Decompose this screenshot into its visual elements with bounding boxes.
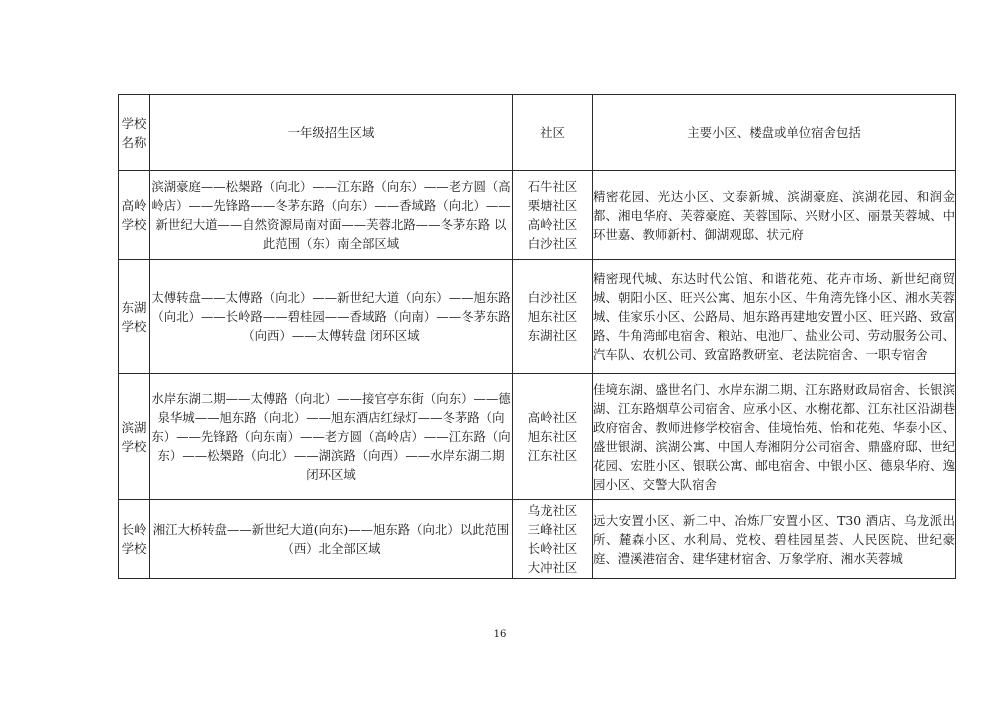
community-item: 旭东社区 [527, 309, 578, 324]
community-item: 白沙社区 [527, 236, 578, 251]
school-name: 高岭学校 [119, 171, 150, 260]
enrollment-area: 水岸东湖二期——太傅路（向北）——接官亭东街（向东）——德泉华城——旭东路（向北）——旭东酒店红绿灯——冬茅路（向东）——先锋路（向东南）——老方圆（高岭店）——江东路（向东）——松椝路（向北）——湖滨路（向西）——水岸东湖二期 闭环区域 [150, 374, 513, 500]
community-item: 高岭社区 [527, 217, 578, 232]
units-list: 远大安置小区、新二中、冶炼厂安置小区、T30 酒店、乌龙派出所、麓森小区、水利局、党校、碧桂园星荟、人民医院、世纪豪庭、澧溪港宿舍、建华建材宿舍、万象学府、湘水芙蓉城 [593, 500, 956, 579]
units-list: 佳境东湖、盛世名门、水岸东湖二期、江东路财政局宿舍、长银滨湖、江东路烟草公司宿舍、应承小区、水榭花都、江东社区沿湖巷政府宿舍、教师进修学校宿舍、佳境怡苑、怡和花苑、华泰小区、盛世银湖、滨湖公寓、中国人寿湘阴分公司宿舍、鼎盛府邸、世纪花园、宏胜小区、银联公寓、邮电宿舍、中银小区、德泉华府、逸园小区、交警大队宿舍 [593, 374, 956, 500]
school-name: 东湖学校 [119, 260, 150, 374]
community-item: 栗塘社区 [527, 198, 578, 213]
page-number: 16 [493, 629, 507, 640]
community-item: 高岭社区 [527, 410, 578, 425]
table-row [119, 374, 956, 500]
table-row [119, 171, 956, 260]
community-item: 大冲社区 [527, 560, 578, 575]
community-item: 旭东社区 [527, 429, 578, 444]
header-units: 主要小区、楼盘或单位宿舍包括 [593, 95, 956, 171]
community-item: 东湖社区 [527, 328, 578, 343]
header-school: 学校名称 [119, 95, 150, 171]
school-name: 长岭学校 [119, 500, 150, 579]
community-item: 石牛社区 [527, 179, 578, 194]
table-row [119, 260, 956, 374]
units-list: 精密现代城、东达时代公馆、和谐花苑、花卉市场、新世纪商贸城、朝阳小区、旺兴公寓、旭东小区、牛角湾先锋小区、湘水芙蓉城、佳家乐小区、公路局、旭东路再建地安置小区、旺兴路、致富路、牛角湾邮电宿舍、粮站、电池厂、盐业公司、劳动服务公司、汽车队、农机公司、致富路教研室、老法院宿舍、一职专宿舍 [593, 260, 956, 374]
community-list [513, 171, 593, 260]
header-area: 一年级招生区域 [150, 95, 513, 171]
community-list [513, 374, 593, 500]
enrollment-table [118, 94, 956, 579]
table-header-row [119, 95, 956, 171]
community-item: 乌龙社区 [527, 503, 578, 518]
community-list [513, 500, 593, 579]
community-item: 长岭社区 [527, 541, 578, 556]
community-list [513, 260, 593, 374]
table-row [119, 500, 956, 579]
community-item: 江东社区 [527, 448, 578, 463]
community-item: 白沙社区 [527, 290, 578, 305]
school-name: 滨湖学校 [119, 374, 150, 500]
header-community: 社区 [513, 95, 593, 171]
enrollment-area: 太傅转盘——太傅路（向北）——新世纪大道（向东）——旭东路（向北）——长岭路——碧桂园——香域路（向南）——冬茅东路（向西）——太傅转盘 闭环区域 [150, 260, 513, 374]
units-list: 精密花园、光达小区、文泰新城、滨湖豪庭、滨湖花园、和润金都、湘电华府、芙蓉豪庭、芙蓉国际、兴财小区、丽景芙蓉城、中环世嘉、教师新村、御湖观邸、状元府 [593, 171, 956, 260]
enrollment-area: 滨湖豪庭——松椝路（向北）——江东路（向东）——老方圆（高岭店）——先锋路——冬茅东路（向东）——香域路（向北）——新世纪大道——自然资源局南对面——芙蓉北路——冬茅东路 以此范围（东）南全部区域 [150, 171, 513, 260]
community-item: 三峰社区 [527, 522, 578, 537]
enrollment-area: 湘江大桥转盘——新世纪大道(向东)——旭东路（向北）以此范围（西）北全部区域 [150, 500, 513, 579]
